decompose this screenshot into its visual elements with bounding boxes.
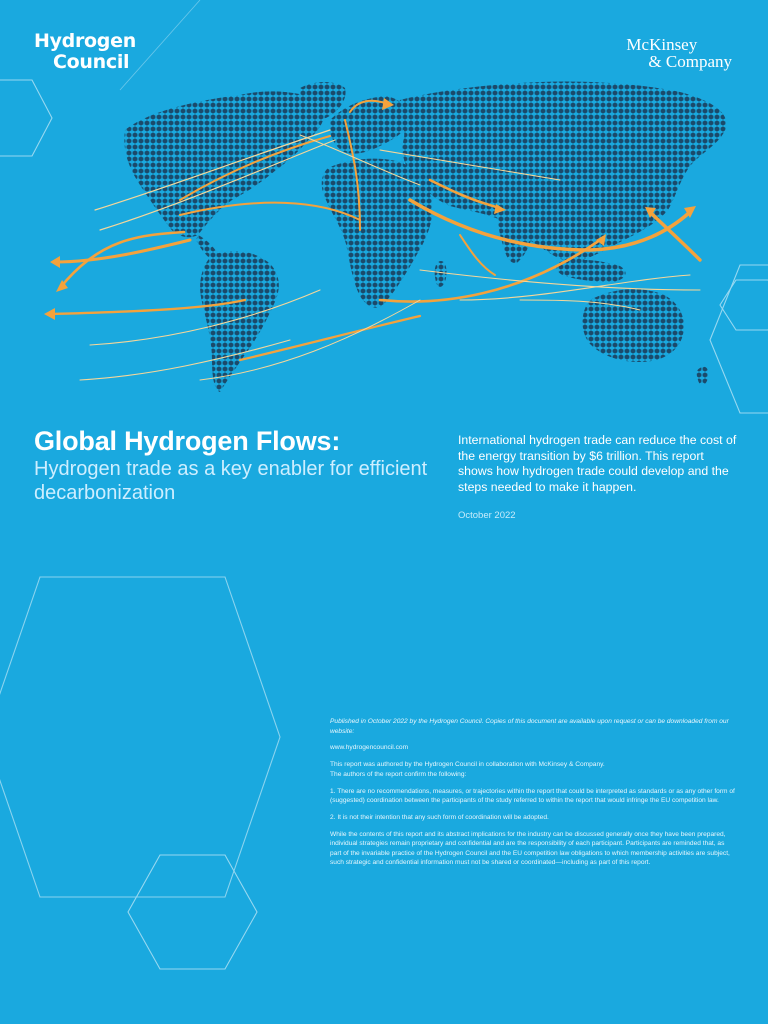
- website-link[interactable]: www.hydrogencouncil.com: [330, 744, 409, 752]
- hexagon-small-bottom: [128, 855, 257, 969]
- legal-authors-line-2: The authors of the report confirm the following:: [330, 770, 467, 778]
- world-flow-map: [0, 70, 768, 420]
- hydrogen-council-logo: [34, 31, 136, 73]
- logo-line-1: Hydrogen: [34, 30, 136, 52]
- hexagon-large-left: [0, 577, 280, 897]
- legal-published: Published in October 2022 by the Hydrogen Council. Copies of this document are available upon request or can be downloaded from our website:: [330, 718, 729, 735]
- legal-closing: While the contents of this report and its abstract implications for the industry can be discussed generally once they have been prepared, individual strategies remain proprietary and confidential and are the responsibility of each participant. Participants are reminded that, as part of the invariable practice of the Hydrogen Council and the EU competition law obligations to which membership activities are subject, such strategic and confidential information must not be shared or coordinated—including as part of this report.: [330, 830, 730, 867]
- legal-notice: [330, 717, 735, 875]
- page-subtitle: Hydrogen trade as a key enabler for efficient decarbonization: [34, 458, 428, 504]
- flow-arrow: [240, 316, 420, 360]
- summary-block: [458, 433, 738, 524]
- flow-arrow: [650, 212, 700, 260]
- flow-arrow: [55, 240, 190, 262]
- summary-text: International hydrogen trade can reduce the cost of the energy transition by $6 trillion. This report shows how hydrogen trade could develop and the steps needed to make it happen.: [458, 433, 737, 494]
- legal-authors-line-1: This report was authored by the Hydrogen Council in collaboration with McKinsey & Company.: [330, 761, 605, 769]
- flow-arrow: [80, 340, 290, 380]
- page-title: Global Hydrogen Flows:: [34, 426, 341, 456]
- flow-arrow: [460, 235, 495, 275]
- publication-date: October 2022: [458, 510, 516, 521]
- legal-point-1: 1. There are no recommendations, measures, or trajectories within the report that could be interpreted as standards or as any other form of (suggested) coordination between the participants of the study referred to within the report that would infringe the EU competition law.: [330, 787, 735, 805]
- legal-point-2: 2. It is not their intention that any such form of coordination will be adopted.: [330, 813, 549, 821]
- mckinsey-line-1: McKinsey: [626, 35, 698, 54]
- mckinsey-logo: [626, 36, 732, 70]
- legal-authors: [330, 760, 735, 779]
- title-block: [34, 425, 434, 505]
- logo-line-2: Council: [53, 51, 130, 73]
- mckinsey-line-2: & Company: [648, 52, 732, 71]
